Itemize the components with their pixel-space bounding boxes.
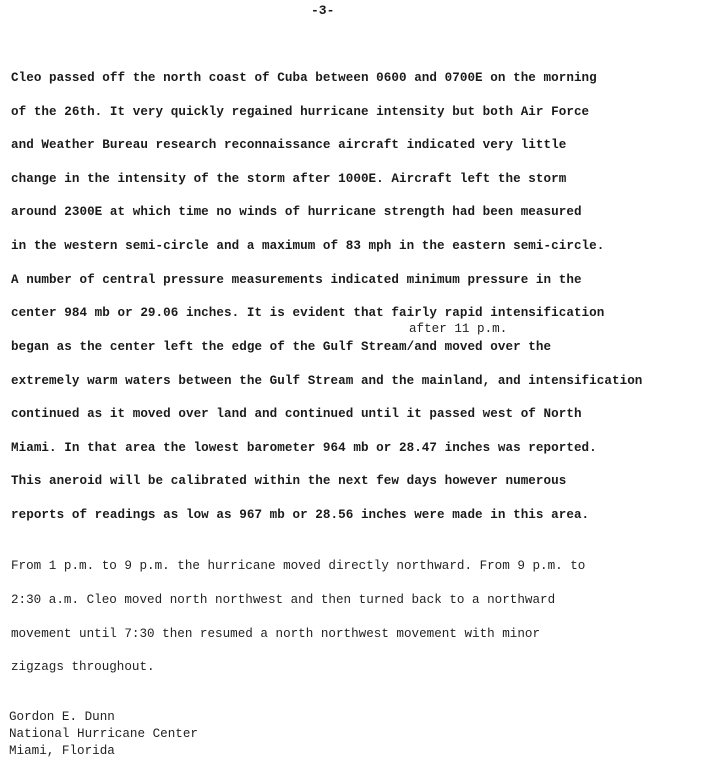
paragraph-line: continued as it moved over land and continued until it passed west of North <box>11 407 582 421</box>
paragraph-line: zigzags throughout. <box>11 660 155 674</box>
page-number: -3- <box>311 3 335 18</box>
handwritten-insertion: after 11 p.m. <box>409 322 508 336</box>
paragraph-line: and Weather Bureau research reconnaissance aircraft indicated very little <box>11 138 567 152</box>
paragraph-line: of the 26th. It very quickly regained hurricane intensity but both Air Force <box>11 105 590 119</box>
paragraph-line: Cleo passed off the north coast of Cuba between 0600 and 0700E on the morning <box>11 71 597 85</box>
paragraph-line: in the western semi-circle and a maximum of 83 mph in the eastern semi-circle. <box>11 239 605 253</box>
signature-location: Miami, Florida <box>9 744 115 758</box>
paragraph-line: movement until 7:30 then resumed a north northwest movement with minor <box>11 627 541 641</box>
paragraph-line: center 984 mb or 29.06 inches. It is evident that fairly rapid intensification <box>11 306 605 320</box>
paragraph-line: around 2300E at which time no winds of hurricane strength had been measured <box>11 205 582 219</box>
paragraph-line: extremely warm waters between the Gulf Stream and the mainland, and intensification <box>11 374 643 388</box>
paragraph-line: From 1 p.m. to 9 p.m. the hurricane moved directly northward. From 9 p.m. to <box>11 559 586 573</box>
paragraph-line: Miami. In that area the lowest barometer 964 mb or 28.47 inches was reported. <box>11 441 597 455</box>
signature-name: Gordon E. Dunn <box>9 710 115 724</box>
signature-org: National Hurricane Center <box>9 727 198 741</box>
paragraph-line: began as the center left the edge of the Gulf Stream/and moved over the <box>11 340 552 354</box>
paragraph-line: reports of readings as low as 967 mb or 28.56 inches were made in this area. <box>11 508 590 522</box>
paragraph-line: This aneroid will be calibrated within the next few days however numerous <box>11 474 567 488</box>
paragraph-line: change in the intensity of the storm after 1000E. Aircraft left the storm <box>11 172 567 186</box>
paragraph-line: A number of central pressure measurements indicated minimum pressure in the <box>11 273 582 287</box>
paragraph-line: 2:30 a.m. Cleo moved north northwest and then turned back to a northward <box>11 593 556 607</box>
